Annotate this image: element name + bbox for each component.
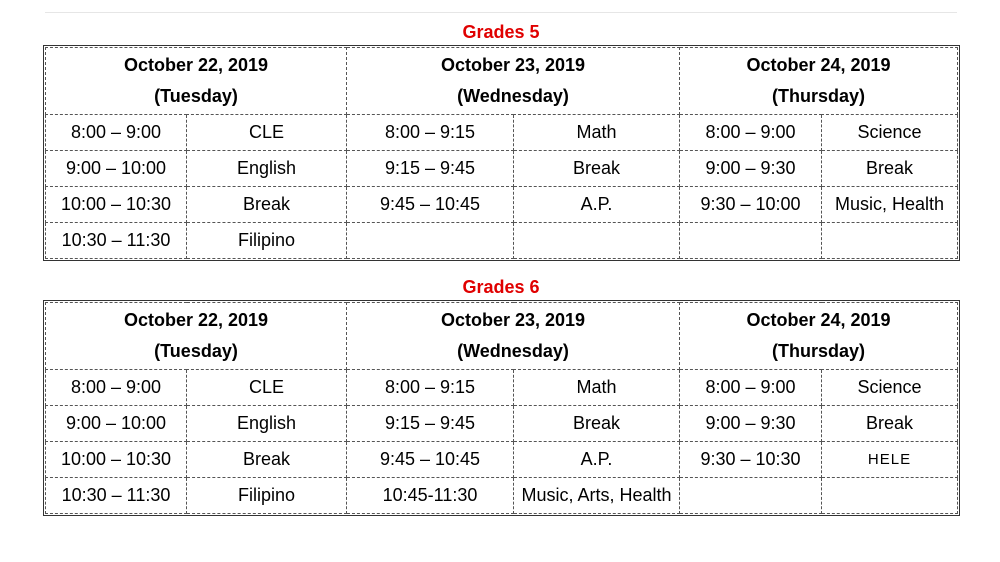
table-row xyxy=(46,223,958,259)
subject-cell: Music, Arts, Health xyxy=(514,478,680,514)
time-cell: 8:00 – 9:15 xyxy=(347,370,514,406)
day-date: October 22, 2019 xyxy=(123,310,269,330)
time-cell: 9:00 – 9:30 xyxy=(680,151,822,187)
time-cell: 8:00 – 9:00 xyxy=(46,115,187,151)
time-cell: 9:00 – 10:00 xyxy=(46,151,187,187)
day-date: October 24, 2019 xyxy=(746,310,891,330)
top-divider xyxy=(45,12,957,13)
time-cell: 8:00 – 9:15 xyxy=(347,115,514,151)
subject-cell: English xyxy=(187,406,347,442)
grade5-schedule-table xyxy=(45,47,958,259)
day-header-wednesday xyxy=(347,303,680,370)
day-date: October 22, 2019 xyxy=(123,55,269,75)
time-cell: 9:15 – 9:45 xyxy=(347,151,514,187)
table-header-row xyxy=(46,303,958,370)
table-row xyxy=(46,151,958,187)
subject-cell: Filipino xyxy=(187,478,347,514)
grade5-title: Grades 5 xyxy=(462,22,540,42)
day-date: October 24, 2019 xyxy=(746,55,891,75)
subject-cell: A.P. xyxy=(514,442,680,478)
day-weekday: (Thursday) xyxy=(771,341,865,361)
day-header-tuesday xyxy=(46,303,347,370)
day-header-wednesday xyxy=(347,48,680,115)
table-header-row xyxy=(46,48,958,115)
table-row xyxy=(46,115,958,151)
time-cell: 9:30 – 10:30 xyxy=(680,442,822,478)
time-cell: 9:15 – 9:45 xyxy=(347,406,514,442)
day-weekday: (Wednesday) xyxy=(457,341,569,361)
time-cell: 9:45 – 10:45 xyxy=(347,442,514,478)
subject-cell: Music, Health xyxy=(822,187,958,223)
time-cell: 10:30 – 11:30 xyxy=(46,223,187,259)
subject-cell: English xyxy=(187,151,347,187)
table-row xyxy=(46,442,958,478)
subject-cell: Science xyxy=(822,115,958,151)
time-cell xyxy=(347,223,514,259)
subject-cell xyxy=(822,478,958,514)
subject-cell: Break xyxy=(822,406,958,442)
day-header-thursday xyxy=(680,303,958,370)
subject-cell: Math xyxy=(514,115,680,151)
time-cell xyxy=(680,478,822,514)
time-cell xyxy=(680,223,822,259)
subject-cell: Break xyxy=(822,151,958,187)
subject-cell: Break xyxy=(514,151,680,187)
table-row xyxy=(46,406,958,442)
table-row xyxy=(46,478,958,514)
day-date: October 23, 2019 xyxy=(440,310,586,330)
day-weekday: (Wednesday) xyxy=(457,86,569,106)
time-cell: 9:00 – 10:00 xyxy=(46,406,187,442)
subject-cell: Break xyxy=(187,187,347,223)
time-cell: 10:00 – 10:30 xyxy=(46,187,187,223)
day-header-tuesday xyxy=(46,48,347,115)
time-cell: 8:00 – 9:00 xyxy=(680,115,822,151)
day-header-thursday xyxy=(680,48,958,115)
time-cell: 8:00 – 9:00 xyxy=(46,370,187,406)
subject-cell: CLE xyxy=(187,370,347,406)
grade6-schedule-table xyxy=(45,302,958,514)
subject-cell: Filipino xyxy=(187,223,347,259)
day-weekday: (Thursday) xyxy=(771,86,865,106)
subject-cell xyxy=(514,223,680,259)
time-cell: 10:00 – 10:30 xyxy=(46,442,187,478)
day-weekday: (Tuesday) xyxy=(154,86,238,106)
day-date: October 23, 2019 xyxy=(440,55,586,75)
table-row xyxy=(46,187,958,223)
subject-cell: CLE xyxy=(187,115,347,151)
grade6-title: Grades 6 xyxy=(462,277,540,297)
subject-cell: Math xyxy=(514,370,680,406)
subject-cell: Science xyxy=(822,370,958,406)
table-row xyxy=(46,370,958,406)
day-weekday: (Tuesday) xyxy=(154,341,238,361)
subject-cell: Break xyxy=(187,442,347,478)
time-cell: 10:30 – 11:30 xyxy=(46,478,187,514)
time-cell: 8:00 – 9:00 xyxy=(680,370,822,406)
time-cell: 9:45 – 10:45 xyxy=(347,187,514,223)
subject-cell: HELE xyxy=(822,442,958,478)
subject-cell: A.P. xyxy=(514,187,680,223)
subject-cell: Break xyxy=(514,406,680,442)
time-cell: 9:00 – 9:30 xyxy=(680,406,822,442)
time-cell: 9:30 – 10:00 xyxy=(680,187,822,223)
subject-cell xyxy=(822,223,958,259)
time-cell: 10:45-11:30 xyxy=(347,478,514,514)
